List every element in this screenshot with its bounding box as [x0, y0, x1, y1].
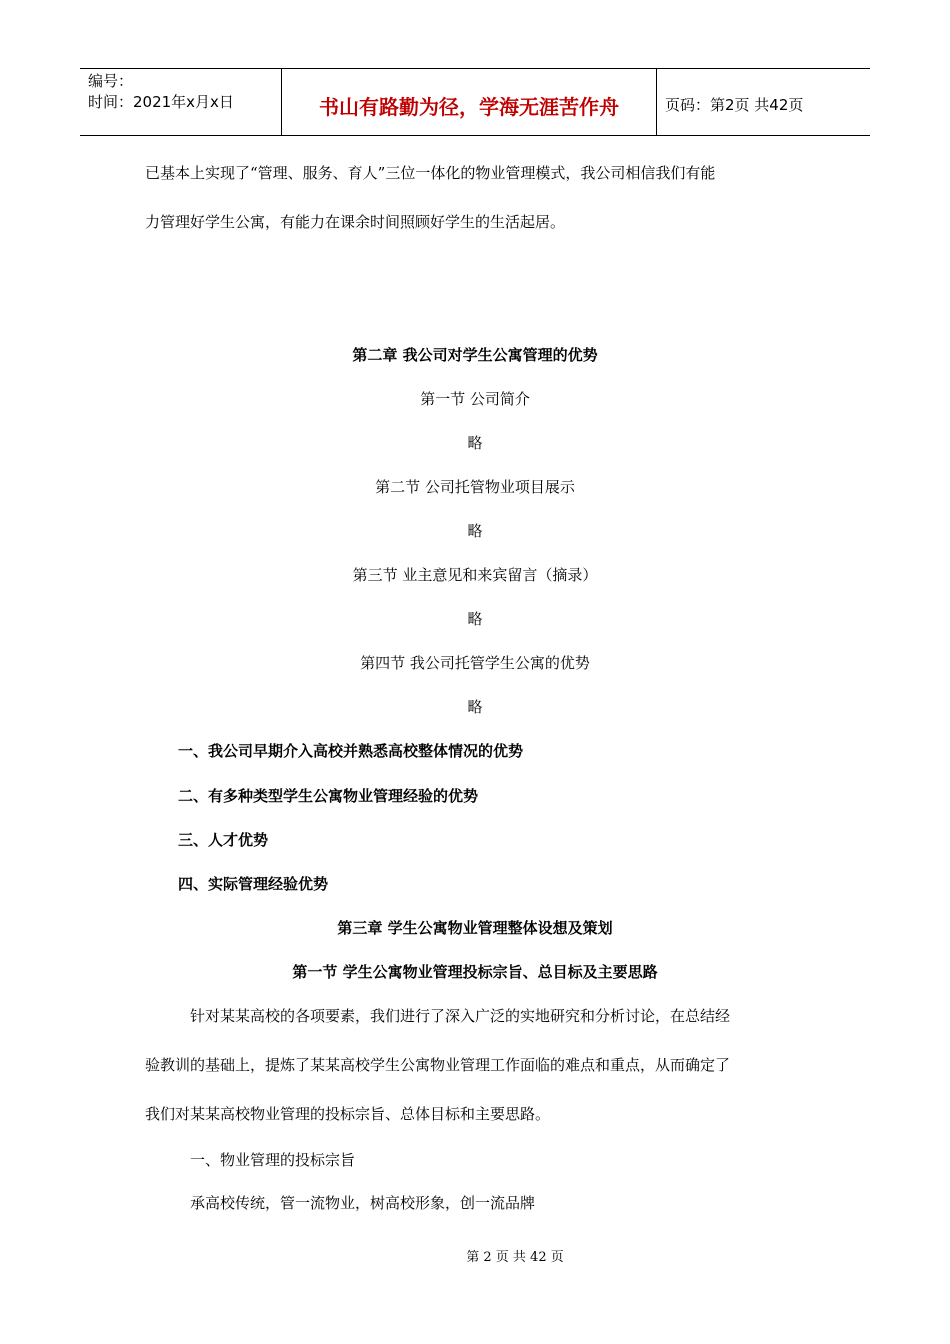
section-title: 第四节 我公司托管学生公寓的优势	[360, 654, 590, 672]
section-placeholder: 略	[467, 610, 483, 628]
section-title: 第一节 公司简介	[420, 390, 530, 408]
section-placeholder: 略	[467, 698, 483, 716]
advantage-item: 一、我公司早期介入高校并熟悉高校整体情况的优势	[178, 742, 524, 760]
advantage-item: 四、实际管理经验优势	[178, 875, 329, 893]
paragraph-line: 验教训的基础上，提炼了某某高校学生公寓物业管理工作面临的难点和重点，从而确定了	[145, 1056, 731, 1074]
page-header	[80, 68, 870, 136]
paragraph-line: 已基本上实现了“管理、服务、育人”三位一体化的物业管理模式，我公司相信我们有能	[145, 164, 716, 182]
header-page-info: 页码：第2页 共42页	[665, 95, 804, 114]
advantage-item: 二、有多种类型学生公寓物业管理经验的优势	[178, 787, 479, 805]
section-title: 第一节 学生公寓物业管理投标宗旨、总目标及主要思路	[292, 963, 658, 981]
header-motto: 书山有路勤为径，学海无涯苦作舟	[282, 69, 657, 135]
header-meta	[80, 69, 282, 135]
advantage-item: 三、人才优势	[178, 831, 269, 849]
page-footer: 第 2 页 共 42 页	[466, 1250, 564, 1265]
paragraph-line: 力管理好学生公寓，有能力在课余时间照顾好学生的生活起居。	[145, 213, 566, 231]
number-label: 编号：	[88, 72, 134, 90]
chapter-title: 第三章 学生公寓物业管理整体设想及策划	[337, 919, 613, 937]
chapter-title: 第二章 我公司对学生公寓管理的优势	[352, 346, 598, 364]
time-label: 时间：2021年x月x日	[88, 93, 234, 111]
section-placeholder: 略	[467, 434, 483, 452]
section-title: 第三节 业主意见和来宾留言（摘录）	[352, 566, 598, 584]
paragraph-line: 我们对某某高校物业管理的投标宗旨、总体目标和主要思路。	[145, 1105, 551, 1123]
subsection-title: 一、物业管理的投标宗旨	[190, 1151, 356, 1169]
section-title: 第二节 公司托管物业项目展示	[375, 478, 575, 496]
section-placeholder: 略	[467, 522, 483, 540]
paragraph-line: 针对某某高校的各项要素，我们进行了深入广泛的实地研究和分析讨论，在总结经	[190, 1007, 731, 1025]
paragraph-line: 承高校传统，管一流物业，树高校形象，创一流品牌	[190, 1194, 536, 1212]
